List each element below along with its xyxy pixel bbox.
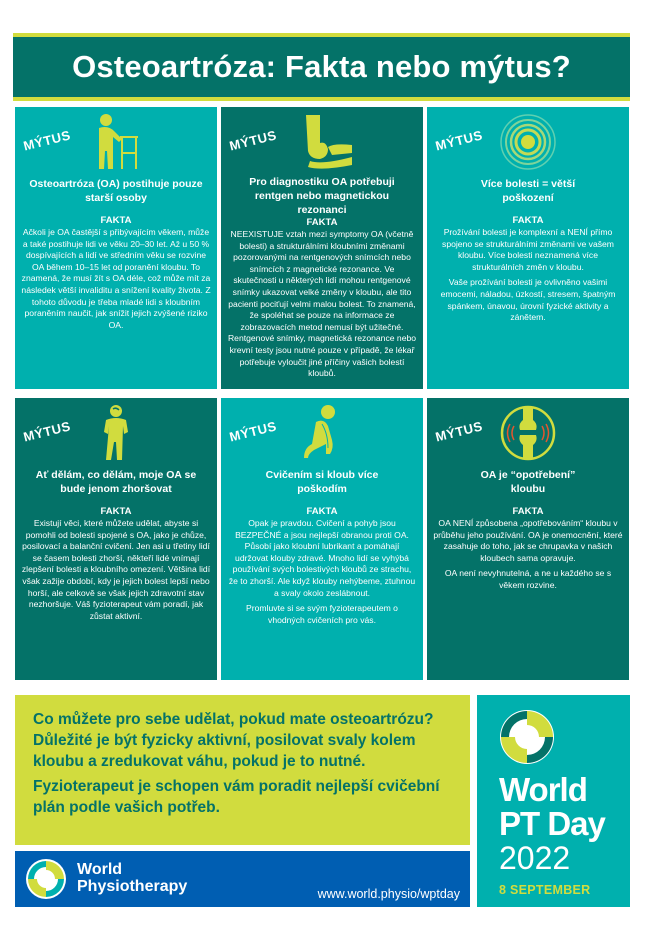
myth-card-1 <box>15 107 217 389</box>
myth-title: Ať dělám, co dělám, moje OA se bude jenom zhoršovat <box>35 469 197 495</box>
pt-day-line-1: World <box>499 771 587 808</box>
pt-day-line-2: PT Day <box>499 805 605 842</box>
page-title: Osteoartróza: Fakta nebo mýtus? <box>72 49 571 84</box>
myth-title: Cvičením si kloub více poškodím <box>265 469 379 495</box>
pt-day-year: 2022 <box>499 840 571 876</box>
fact-block <box>433 215 623 328</box>
fact-text: Promluvte si se svým fyzioterapeutem o vhodných cvičeních pro vás. <box>246 603 398 625</box>
myth-label: MÝTUS <box>433 418 485 445</box>
fact-label: FAKTA <box>100 506 132 517</box>
myth-card-2 <box>221 107 423 389</box>
fact-block <box>433 506 623 596</box>
person-back-pain-icon <box>15 404 217 462</box>
myth-label: MÝTUS <box>21 418 73 445</box>
fact-text: Opak je pravdou. Cvičení a pohyb jsou BEZPEČNÉ a jsou nejlepší obranou proti OA. Působí jako kloubní lubrikant a pomáhají udržovat klouby zdravé. Mnoho lidí se vyhýbá používání svých bolestivých kloubů ze strachu, že to zhorší. Ale když klouby nehýbeme, ztuhnou a svaly okolo zeslábnout. <box>228 518 416 598</box>
myth-label: MÝTUS <box>433 127 485 154</box>
fact-text: OA není nevyhnutelná, a ne u každého se s věkem rozvine. <box>444 568 612 590</box>
fact-text: NEEXISTUJE vztah mezi symptomy OA (včetně bolesti) a strukturálními kloubními změnami pozorovanými na rentgenových snímcích nebo snímcích z magnetické rezonance. Ve skutečnosti u některých lidí mohou rentgenové snímky ukazovat velké změny v kloubu, ale tito pacienti pociťují velmi malou bolest. To znamená, že spoléhat se pouze na informace ze zobrazovacích metod nemusí být užitečné. Rentgenové snímky, magnetická rezonance nebo krevní testy jsou nutné pouze v případě, že lékař potřebuje vyloučit jiné příčiny vašich bolestí kloubů. <box>227 229 417 379</box>
pain-rings-icon <box>427 113 629 171</box>
world-pt-day-panel <box>477 695 630 907</box>
brand-line-1: World <box>77 861 123 878</box>
brand-line-2: Physiotherapy <box>77 878 188 895</box>
cta-text-1: Co můžete pro sebe udělat, pokud mate osteoartrózu? Důležité je být fyzicky aktivní, posilovat svaly kolem kloubu a zredukovat váhu, pokud je to nutné. <box>33 711 434 770</box>
knee-joint-pain-icon <box>427 404 629 462</box>
myth-label: MÝTUS <box>227 418 279 445</box>
walker-person-icon <box>15 113 217 171</box>
brand-name <box>77 861 187 895</box>
world-physiotherapy-logo-icon <box>25 858 67 905</box>
myth-card-5 <box>221 398 423 680</box>
myth-title: Osteoartróza (OA) postihuje pouze starší osoby <box>29 178 203 204</box>
myth-card-4 <box>15 398 217 680</box>
myth-title: Pro diagnostiku OA potřebuji rentgen nebo magnetickou rezonanci <box>249 176 395 216</box>
fact-text: Vaše prožívání bolesti je ovlivněno vašimi emocemi, náladou, úzkostí, stresem, špatným spánkem, únavou, úrovní fyzické aktivity a zánětem. <box>440 277 616 323</box>
elbow-joint-icon <box>221 113 423 171</box>
cta-text-2: Fyzioterapeut je schopen vám poradit nejlepší cvičební plán podle vašich potřeb. <box>33 778 440 816</box>
myth-title: Více bolesti = větší poškození <box>480 178 576 204</box>
fact-text: Ačkoli je OA častější s přibývajícím věkem, může a také postihuje lidi ve věku 20–30 let. Až u 50 % dospívajících a lidí ve středním věku se rozvine OA během 10–15 let od poranění kloubu. To znamená, že musí žít s OA déle, což může mít za následek větší invaliditu a snížení kvality života. Z tohoto důvodu je třeba mladé lidi s kloubním poraněním naučit, jak snížit jejich zvýšené riziko OA. <box>21 227 211 330</box>
fact-label: FAKTA <box>306 217 338 228</box>
fact-label: FAKTA <box>512 215 544 226</box>
call-to-action-box <box>15 695 470 845</box>
myth-card-6 <box>427 398 629 680</box>
myth-card-3 <box>427 107 629 389</box>
myth-title: OA je “opotřebení” kloubu <box>480 469 576 495</box>
fact-label: FAKTA <box>306 506 338 517</box>
fact-label: FAKTA <box>100 215 132 226</box>
world-pt-day-logo-icon <box>499 709 555 770</box>
page-header <box>13 37 630 97</box>
website-link[interactable]: www.world.physio/wptday <box>317 887 460 901</box>
myth-label: MÝTUS <box>227 127 279 154</box>
fact-block <box>21 506 211 626</box>
header-bottom-rule <box>13 97 630 101</box>
kneeling-person-icon <box>221 404 423 462</box>
fact-block <box>227 506 417 630</box>
pt-day-date: 8 SEPTEMBER <box>499 883 591 897</box>
fact-text: Prožívání bolesti je komplexní a NENÍ přímo spojeno se strukturálními změnami ve vašem kloubu. Více bolesti neznamená více strukturálních změn v kloubu. <box>442 227 614 272</box>
fact-text: Existují věci, které můžete udělat, abyste si pomohli od bolesti spojené s OA, jako je chůze, posilovací a balanční cvičení. Jen asi u třetiny lidí se časem bolesti zhorší, někteří lidé vnímají zlepšení bolesti a kloubního omezení. Většina lidí však zažije období, kdy je jejich bolest lepší nebo horší, ale celkově se však jejich zdravotní stav nezhoršuje. Váš fyzioterapeut vám poradí, jak zůstat aktivní. <box>21 518 211 621</box>
fact-block <box>21 215 211 335</box>
myth-label: MÝTUS <box>21 127 73 154</box>
fact-label: FAKTA <box>512 506 544 517</box>
world-physiotherapy-footer <box>15 851 470 907</box>
fact-text: OA NENÍ způsobena „opotřebováním“ kloubu v průběhu jeho používání. OA je onemocnění, které zasahuje do toho, jak se chrupavka v našich kloubech sama opravuje. <box>433 518 623 563</box>
fact-block <box>227 217 417 384</box>
